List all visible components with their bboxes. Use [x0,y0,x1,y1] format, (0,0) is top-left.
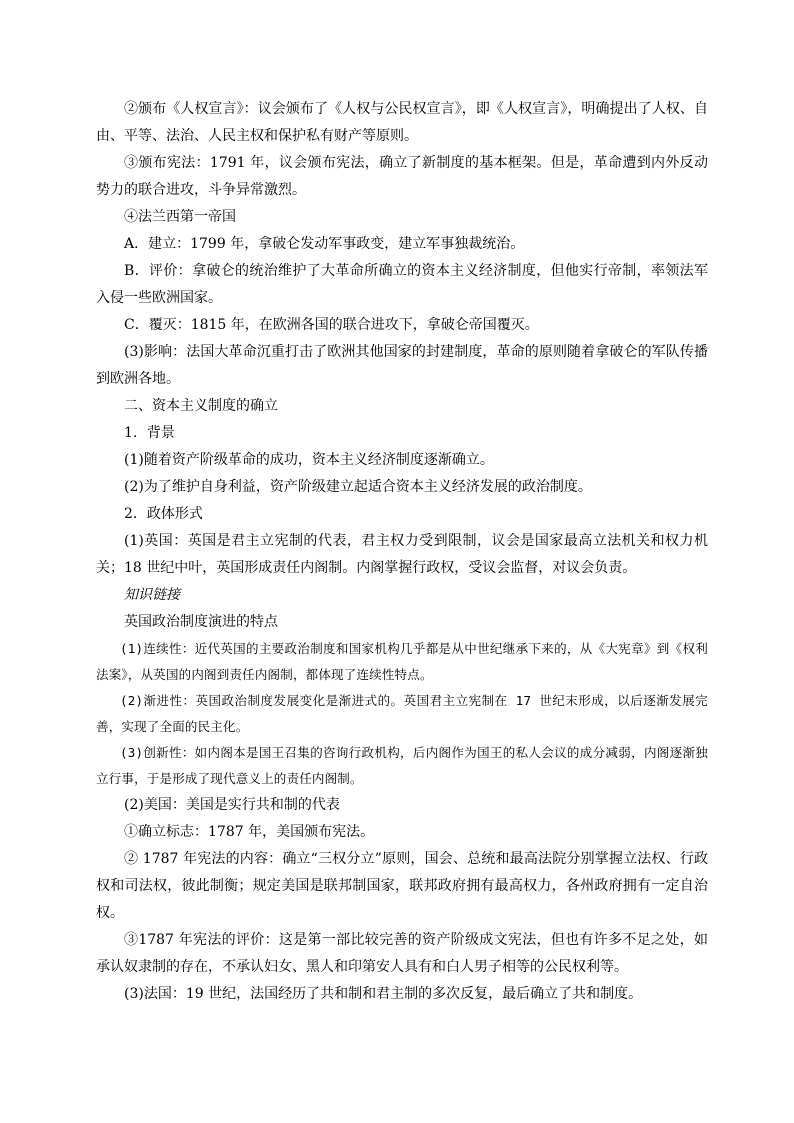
paragraph-revolution-impact: (3)影响：法国大革命沉重打击了欧洲其他国家的封建制度，革命的原则随着拿破仑的军队传播到欧洲各地。 [96,344,708,387]
paragraph-empire-fall: C．覆灭：1815 年，在欧洲各国的联合进攻下，拿破仑帝国覆灭。 [124,317,539,333]
section-heading-capitalism: 二、资本主义制度的确立 [124,398,278,414]
paragraph-first-empire: ④法兰西第一帝国 [124,209,236,225]
paragraph-usa-establishment: ①确立标志：1787 年，美国颁布宪法。 [124,824,375,840]
knowledge-link-title: 英国政治制度演进的特点 [124,614,278,630]
paragraph-britain: (1)英国：英国是君主立宪制的代表，君主权力受到限制，议会是国家最高立法机关和权力机关；18 世纪中叶，英国形成责任内阁制。内阁掌握行政权，受议会监督，对议会负责。 [96,533,708,576]
knowledge-link-continuity: (1)连续性：近代英国的主要政治制度和国家机构几乎都是从中世纪继承下来的，从《大宪章》到《权利法案》，从英国的内阁到责任内阁制，都体现了连续性特点。 [96,641,708,682]
knowledge-link-label: 知识链接 [124,587,180,603]
paragraph-usa-constitution-content: ② 1787 年宪法的内容：确立“三权分立”原则，国会、总统和最高法院分别掌握立法权、行政权和司法权，彼此制衡；规定美国是联邦制国家，联邦政府拥有最高权力，各州政府拥有一定自治权。 [96,851,708,921]
paragraph-france: (3)法国：19 世纪，法国经历了共和制和君主制的多次反复，最后确立了共和制度。 [124,986,643,1002]
knowledge-link-gradualness: (2)渐进性：英国政治制度发展变化是渐进式的。英国君主立宪制在 17 世纪末形成，以后逐渐发展完善，实现了全面的民主化。 [96,693,708,734]
paragraph-empire-evaluation: B．评价：拿破仑的统治维护了大革命所确立的资本主义经济制度，但他实行帝制，率领法军入侵一些欧洲国家。 [96,263,708,306]
knowledge-link-innovation: (3)创新性：如内阁本是国王召集的咨询行政机构，后内阁作为国王的私人会议的成分减弱，内阁逐渐独立行事，于是形成了现代意义上的责任内阁制。 [96,745,708,786]
paragraph-constitution-1791: ③颁布宪法：1791 年，议会颁布宪法，确立了新制度的基本框架。但是，革命遭到内外反动势力的联合进攻，斗争异常激烈。 [96,155,708,198]
paragraph-background-heading: 1．背景 [124,425,175,441]
paragraph-empire-established: A．建立：1799 年，拿破仑发动军事政变，建立军事独裁统治。 [124,236,525,252]
document-body [96,96,708,1008]
paragraph-usa: (2)美国：美国是实行共和制的代表 [124,797,340,813]
paragraph-background-2: (2)为了维护自身利益，资产阶级建立起适合资本主义经济发展的政治制度。 [124,479,592,495]
paragraph-government-forms-heading: 2．政体形式 [124,506,203,522]
paragraph-background-1: (1)随着资产阶级革命的成功，资本主义经济制度逐渐确立。 [124,452,494,468]
paragraph-declaration-of-rights: ②颁布《人权宣言》：议会颁布了《人权与公民权宣言》，即《人权宣言》，明确提出了人权、自由、平等、法治、人民主权和保护私有财产等原则。 [96,101,708,144]
paragraph-usa-constitution-evaluation: ③1787 年宪法的评价：这是第一部比较完善的资产阶级成文宪法，但也有许多不足之处，如承认奴隶制的存在，不承认妇女、黑人和印第安人具有和白人男子相等的公民权利等。 [96,932,708,975]
